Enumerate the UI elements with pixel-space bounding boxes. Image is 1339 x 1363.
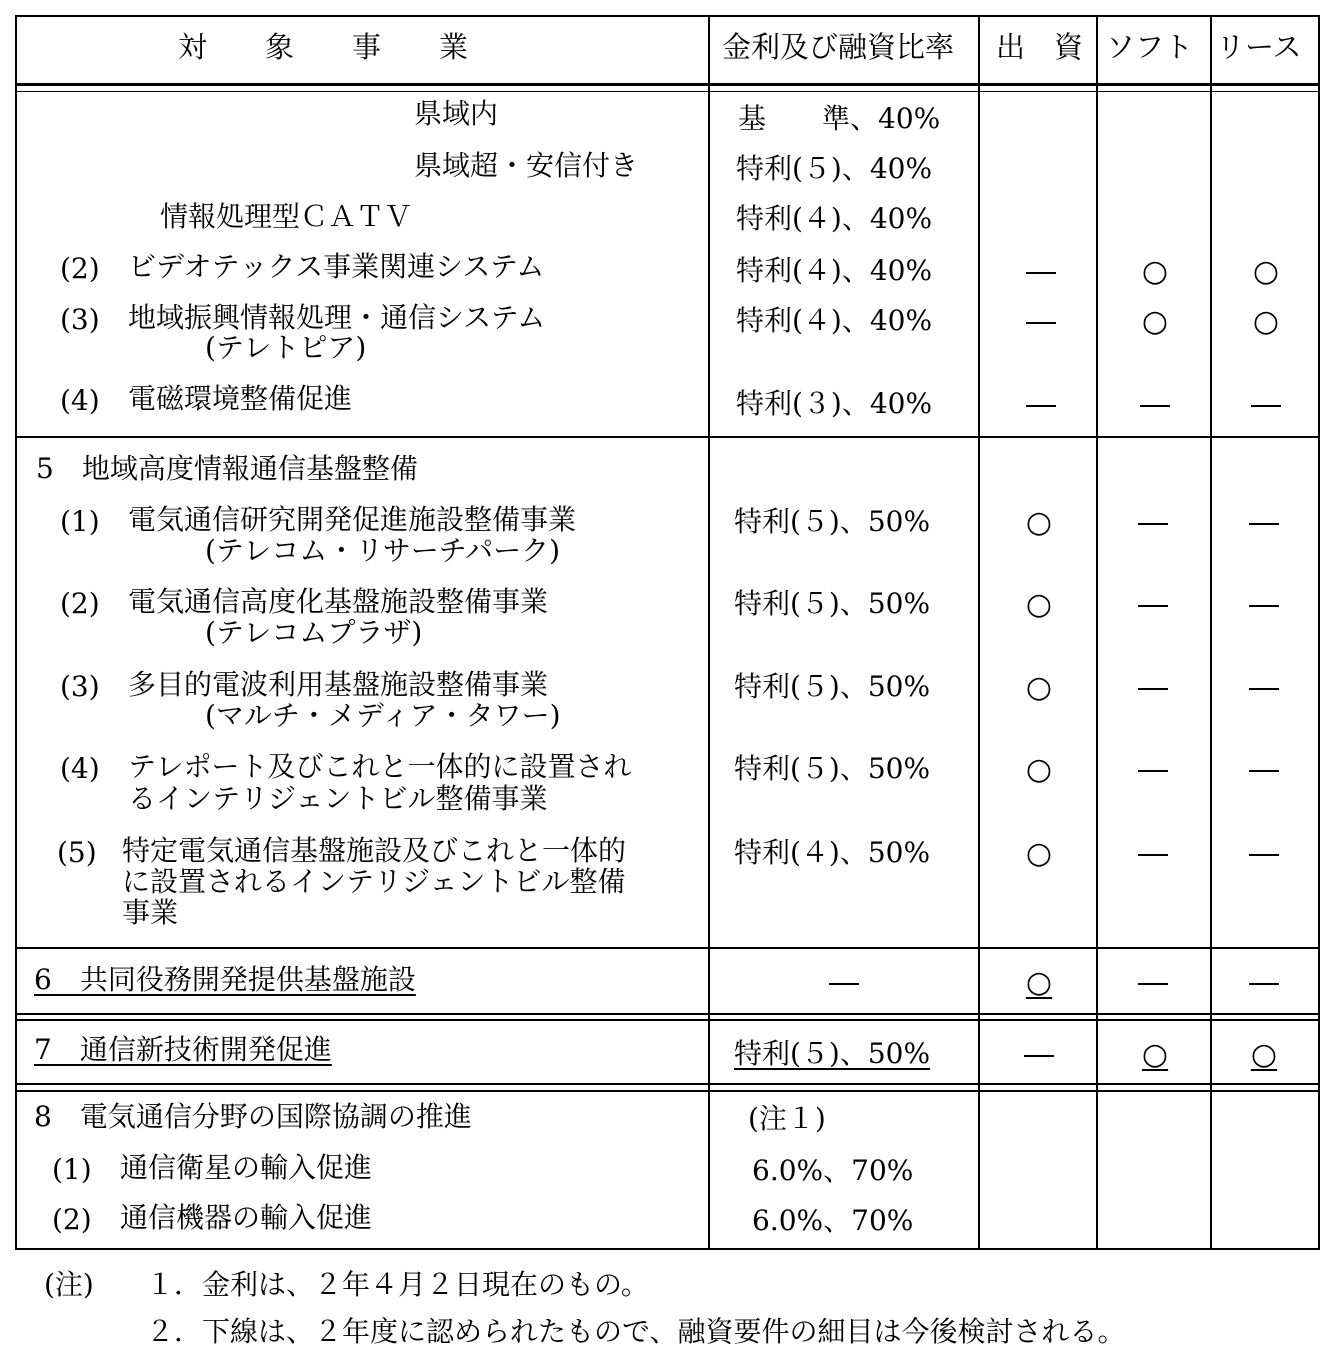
row-label: 特定電気通信基盤施設及びこれと一体的: [122, 834, 627, 867]
header-invest: 出 資: [996, 30, 1084, 64]
soft-mark: ○: [1141, 254, 1169, 289]
row-rate: ―: [829, 965, 859, 1000]
soft-mark: ―: [1140, 387, 1170, 422]
row-rate: 特利(４)、40%: [736, 254, 933, 287]
row-divider: [15, 1019, 1320, 1021]
invest-mark: ○: [1025, 505, 1053, 540]
column-divider: [708, 15, 710, 1250]
row-label-line3: 事業: [122, 896, 179, 929]
rate-note-ref: (注１): [748, 1102, 826, 1135]
row-divider: [15, 1013, 1320, 1015]
soft-mark: ―: [1138, 670, 1168, 705]
row-sublabel: (テレコムプラザ): [205, 616, 423, 649]
row-sublabel: (テレコム・リサーチパーク): [205, 534, 561, 567]
row-rate: 特利(５)、50%: [734, 1037, 931, 1070]
soft-mark: ―: [1138, 836, 1168, 871]
invest-mark: ○: [1025, 752, 1053, 787]
row-label: ビデオテックス事業関連システム: [128, 250, 545, 283]
row-rate: 特利(３)、40%: [736, 387, 933, 420]
note-2: ２．下線は、２年度に認められたもので、融資要件の細目は今後検討される。: [146, 1315, 1126, 1348]
invest-mark: ―: [1026, 387, 1056, 422]
soft-mark: ―: [1138, 587, 1168, 622]
lease-mark: ―: [1249, 670, 1279, 705]
row-sublabel: (テレトピア): [205, 331, 367, 364]
row-divider: [15, 1083, 1320, 1085]
section-title: 8 電気通信分野の国際協調の推進: [34, 1100, 472, 1133]
invest-mark: ―: [1026, 304, 1056, 339]
row-number: (3): [60, 303, 100, 336]
row-number: (4): [60, 384, 100, 417]
row-label: 多目的電波利用基盤施設整備事業: [128, 668, 549, 701]
row-label: 電磁環境整備促進: [128, 382, 353, 415]
row-label: 電気通信高度化基盤施設整備事業: [128, 585, 549, 618]
column-divider: [1096, 15, 1098, 1250]
soft-mark: ―: [1138, 965, 1168, 1000]
row-divider: [15, 1090, 1320, 1092]
header-divider: [15, 83, 1320, 86]
row-rate: 特利(５)、50%: [734, 505, 931, 538]
row-number: (3): [60, 670, 100, 703]
section-title: 6 共同役務開発提供基盤施設: [34, 963, 416, 996]
row-number: (2): [52, 1203, 92, 1236]
row-label: 通信機器の輸入促進: [120, 1201, 373, 1234]
invest-mark: ○: [1025, 670, 1053, 705]
lease-mark: ―: [1249, 587, 1279, 622]
row-rate: 基 準、40%: [738, 102, 941, 135]
lease-mark: ○: [1252, 304, 1280, 339]
row-number: (1): [60, 505, 100, 538]
row-rate: 特利(５)、50%: [734, 587, 931, 620]
row-rate: 6.0%、70%: [752, 1154, 914, 1187]
row-label: 電気通信研究開発促進施設整備事業: [128, 503, 577, 536]
row-sublabel: (マルチ・メディア・タワー): [205, 699, 561, 732]
soft-mark: ―: [1138, 752, 1168, 787]
row-rate: 特利(４)、40%: [736, 202, 933, 235]
soft-mark: ―: [1138, 505, 1168, 540]
row-number: (2): [60, 252, 100, 285]
note-1: １．金利は、２年４月２日現在のもの。: [146, 1268, 649, 1301]
lease-mark: ―: [1249, 505, 1279, 540]
row-number: (4): [60, 752, 100, 785]
notes-prefix: (注): [44, 1268, 94, 1301]
table-border-right: [1318, 15, 1320, 1250]
soft-mark: ○: [1141, 304, 1169, 339]
column-divider: [1210, 15, 1212, 1250]
row-label-line2: るインテリジェントビル整備事業: [128, 782, 548, 815]
row-number: (5): [57, 836, 97, 869]
row-label: 県域内: [414, 97, 499, 130]
row-label: 地域振興情報処理・通信システム: [128, 301, 546, 334]
table-border-top: [15, 15, 1320, 17]
lease-mark: ―: [1249, 752, 1279, 787]
row-number: (1): [52, 1153, 92, 1186]
header-soft: ソフト: [1106, 30, 1194, 64]
row-divider: [15, 947, 1320, 949]
row-rate: 6.0%、70%: [752, 1204, 914, 1237]
row-label: 県域超・安信付き: [414, 149, 639, 182]
row-label: 情報処理型ＣＡＴＶ: [160, 200, 413, 233]
lease-mark: ―: [1249, 965, 1279, 1000]
lease-mark: ―: [1251, 387, 1281, 422]
row-label: テレポート及びこれと一体的に設置され: [128, 750, 632, 783]
row-number: (2): [60, 587, 100, 620]
row-rate: 特利(５)、40%: [736, 152, 933, 185]
invest-mark: ―: [1026, 254, 1056, 289]
row-rate: 特利(４)、40%: [736, 304, 933, 337]
row-rate: 特利(５)、50%: [734, 752, 931, 785]
table-border-bottom: [15, 1248, 1320, 1250]
soft-mark: ○: [1141, 1037, 1169, 1072]
invest-mark: ―: [1024, 1037, 1054, 1072]
section-title: 7 通信新技術開発促進: [34, 1033, 332, 1066]
row-label: 通信衛星の輸入促進: [120, 1151, 373, 1184]
row-label-line2: に設置されるインテリジェントビル整備: [122, 865, 626, 898]
table-border-left: [15, 15, 17, 1250]
row-rate: 特利(５)、50%: [734, 670, 931, 703]
invest-mark: ○: [1025, 587, 1053, 622]
section-title: 5 地域高度情報通信基盤整備: [36, 452, 418, 485]
invest-mark: ○: [1025, 965, 1053, 1000]
row-divider: [15, 436, 1320, 438]
header-lease: リース: [1216, 30, 1302, 64]
lease-mark: ○: [1250, 1037, 1278, 1072]
lease-mark: ―: [1249, 836, 1279, 871]
row-rate: 特利(４)、50%: [734, 836, 931, 869]
invest-mark: ○: [1025, 836, 1053, 871]
lease-mark: ○: [1252, 254, 1280, 289]
row-divider: [15, 91, 1320, 92]
header-rate: 金利及び融資比率: [722, 30, 955, 64]
header-target: 対 象 事 業: [178, 30, 469, 64]
column-divider: [978, 15, 980, 1250]
